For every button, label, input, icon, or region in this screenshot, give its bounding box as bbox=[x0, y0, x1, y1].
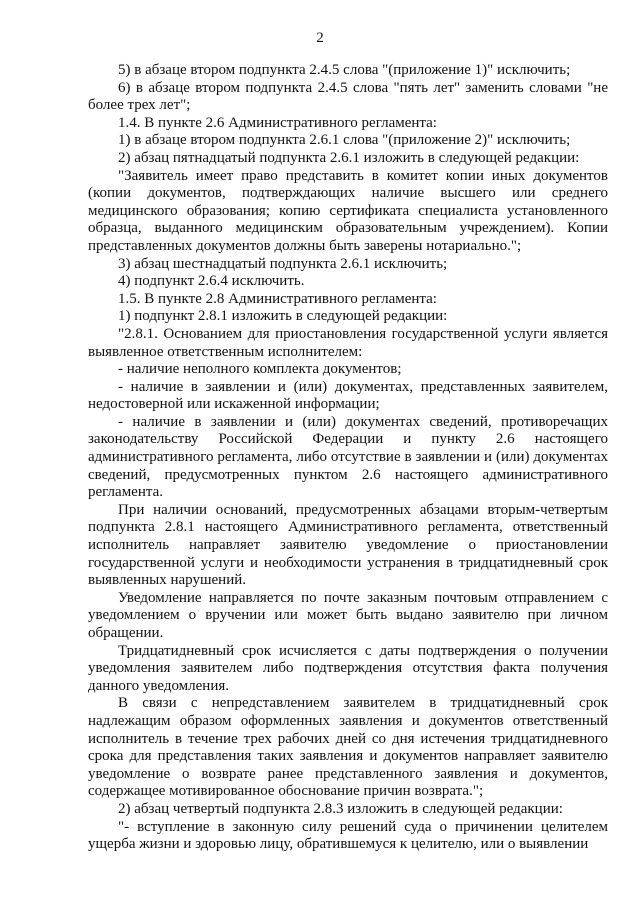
paragraph: Уведомление направляется по почте заказным почтовым отправлением с уведомлением о вручении или может быть выдано заявителю при личном обращении. bbox=[88, 589, 608, 641]
paragraph: 1) в абзаце втором подпункта 2.6.1 слова "(приложение 2)" исключить; bbox=[118, 132, 571, 149]
paragraph: 1.4. В пункте 2.6 Административного регламента: bbox=[118, 114, 437, 131]
paragraph: "Заявитель имеет право представить в комитет копии иных документов (копии документов, подтверждающих наличие высшего или среднего медицинского образования; копию сертификата специалиста установленного образца, выданного медицинским образовательным учреждением). Копии представленных документов должны быть заверены нотариально."; bbox=[88, 167, 608, 254]
list-item: - наличие неполного комплекта документов; bbox=[118, 361, 402, 378]
page-number: 2 bbox=[316, 30, 324, 46]
document-body bbox=[88, 62, 608, 854]
paragraph: Тридцатидневный срок исчисляется с даты подтверждения о получении уведомления заявителем либо подтверждения отсутствия факта получения данного уведомления. bbox=[88, 642, 608, 694]
paragraph: При наличии оснований, предусмотренных абзацами вторым-четвертым подпункта 2.8.1 настоящего Административного регламента, ответственный исполнитель направляет заявителю уведомление о приостановлении государственной услуги и необходимости устранения в тридцатидневный срок выявленных нарушений. bbox=[88, 501, 608, 589]
list-item: - наличие в заявлении и (или) документах, представленных заявителем, недостоверной или искаженной информации; bbox=[88, 378, 608, 413]
paragraph: 1) подпункт 2.8.1 изложить в следующей редакции: bbox=[118, 308, 448, 325]
paragraph: В связи с непредставлением заявителем в тридцатидневный срок надлежащим образом оформленных заявления и документов ответственный исполнитель в течение трех рабочих дней со дня истечения тридцатидневного срока для представления таких заявления и документов направляет заявителю уведомление о возврате ранее представленного заявления и документов, содержащее мотивированное обоснование причин возврата."; bbox=[88, 695, 608, 800]
paragraph: 1.5. В пункте 2.8 Административного регламента: bbox=[118, 290, 437, 307]
list-item: - наличие в заявлении и (или) документах сведений, противоречащих законодательству Российской Федерации и пункту 2.6 настоящего административного регламента, либо отсутствие в заявлении и (или) документах сведений, предусмотренных пунктом 2.6 настоящего административного регламента. bbox=[88, 413, 608, 501]
paragraph: 2) абзац пятнадцатый подпункта 2.6.1 изложить в следующей редакции: bbox=[118, 149, 580, 166]
paragraph: "2.8.1. Основанием для приостановления государственной услуги является выявленное ответственным исполнителем: bbox=[88, 325, 608, 360]
paragraph: 4) подпункт 2.6.4 исключить. bbox=[118, 273, 305, 290]
paragraph: 5) в абзаце втором подпункта 2.4.5 слова "(приложение 1)" исключить; bbox=[118, 62, 571, 78]
paragraph: 3) абзац шестнадцатый подпункта 2.6.1 исключить; bbox=[118, 255, 448, 272]
paragraph: 6) в абзаце втором подпункта 2.4.5 слова "пять лет" заменить словами "не более трех лет"; bbox=[88, 79, 608, 114]
paragraph: 2) абзац четвертый подпункта 2.8.3 изложить в следующей редакции: bbox=[118, 800, 563, 817]
paragraph: "- вступление в законную силу решений суда о причинении целителем ущерба жизни и здоровью лицу, обратившемуся к целителю, или о выявлении bbox=[88, 818, 608, 853]
